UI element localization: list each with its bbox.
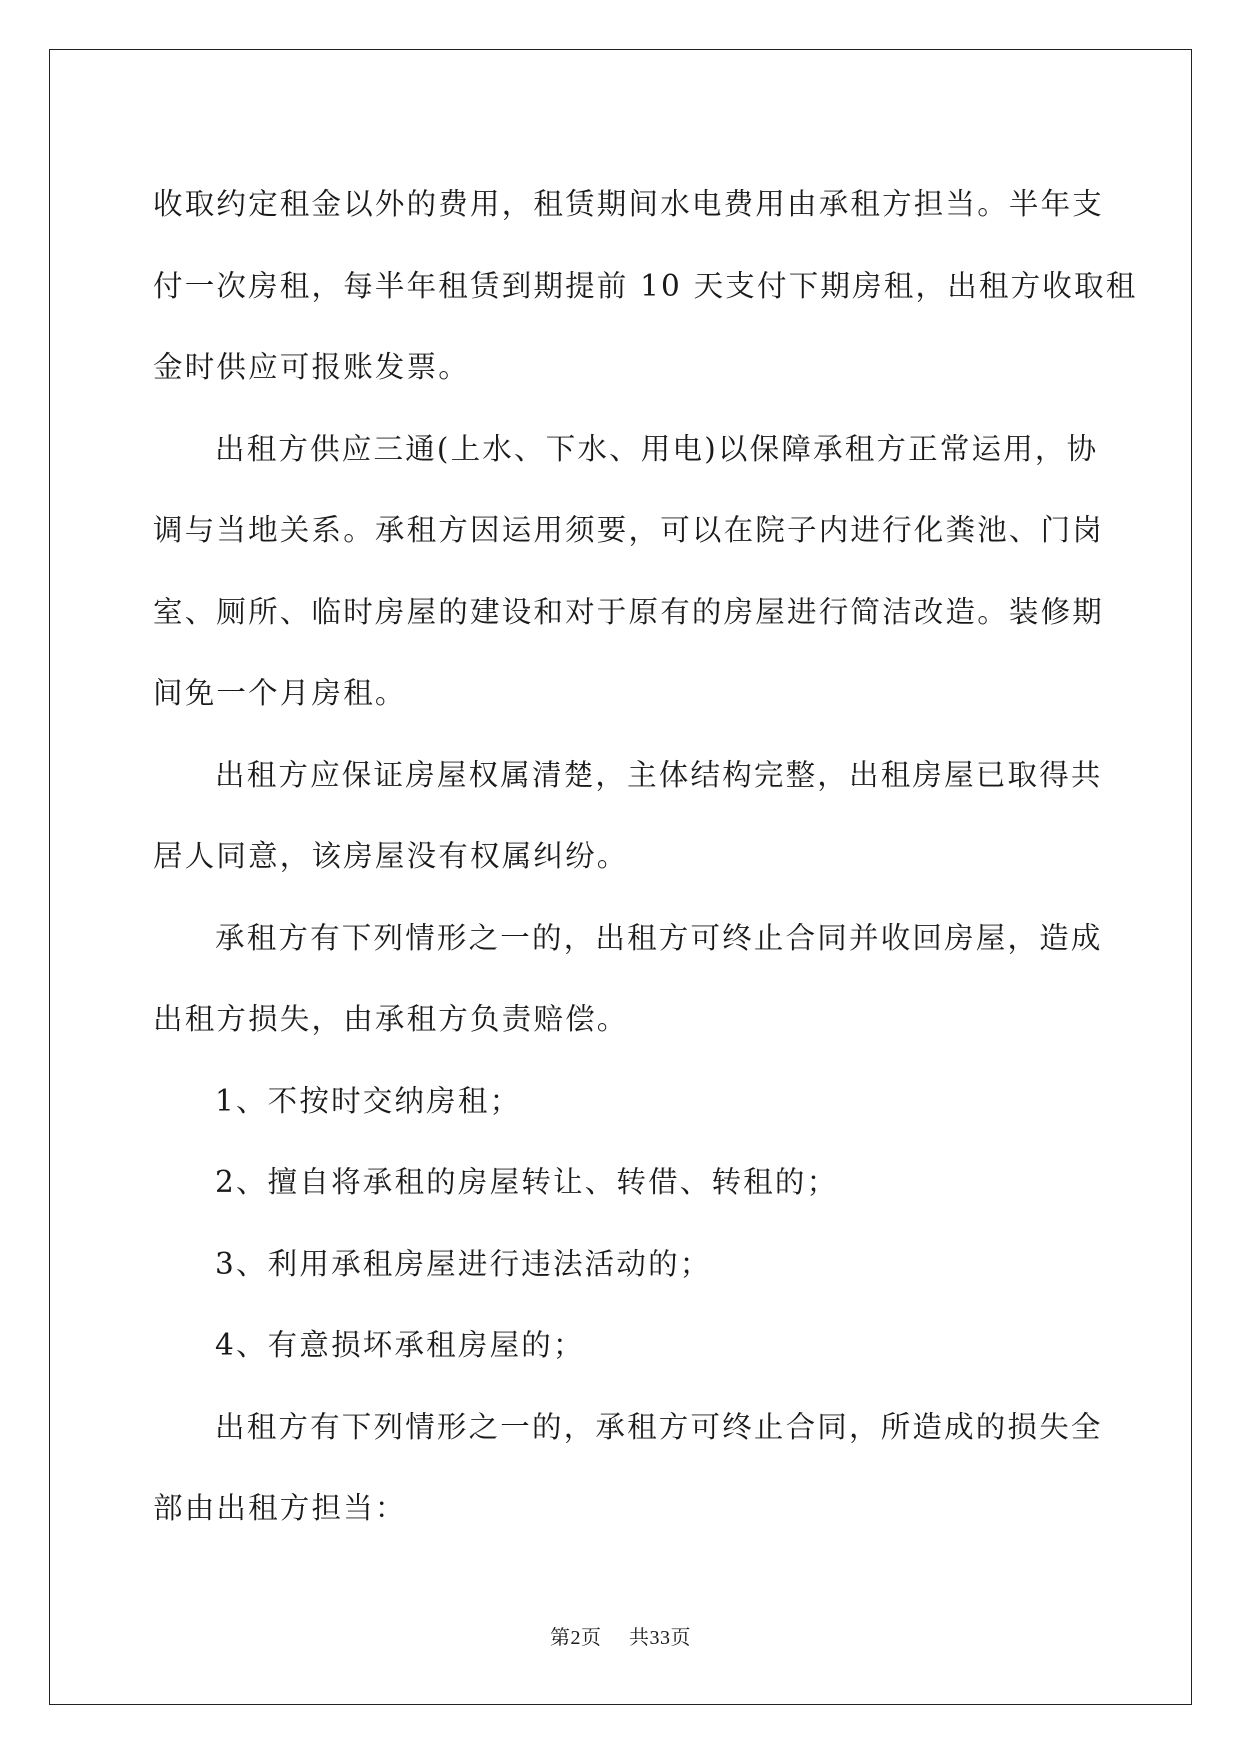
list-item	[153, 1224, 1088, 1306]
text-line: 出租方应保证房屋权属清楚，主体结构完整，出租房屋已取得共	[215, 757, 1103, 792]
text-line: 居人同意，该房屋没有权属纠纷。	[153, 839, 629, 873]
text-line: 收取约定租金以外的费用，租赁期间水电费用由承租方担当。半年支	[153, 187, 1105, 221]
text-line: 出租方有下列情形之一的，承租方可终止合同，所造成的损失全	[215, 1409, 1103, 1444]
text-line: 室、厕所、临时房屋的建设和对于原有的房屋进行简洁改造。装修期	[153, 594, 1105, 629]
text-line: 出租方损失，由承租方负责赔偿。	[153, 1002, 629, 1036]
text-line: 部由出租方担当：	[153, 1491, 407, 1525]
text-line: 间免一个月房租。	[153, 676, 407, 710]
document-body	[153, 164, 1138, 1550]
total-label-prefix: 共	[628, 1625, 650, 1649]
page-footer	[0, 1625, 1241, 1650]
text-line: 4、有意损坏承租房屋的；	[215, 1328, 585, 1362]
text-line: 付一次房租，每半年租赁到期提前 10 天支付下期房租，出租方收取租	[153, 268, 1138, 303]
text-line: 2、擅自将承租的房屋转让、转借、转租的；	[215, 1165, 839, 1199]
text-line: 金时供应可报账发票。	[153, 350, 471, 384]
text-line: 承租方有下列情形之一的，出租方可终止合同并收回房屋，造成	[215, 920, 1103, 955]
page-number: 2	[570, 1627, 582, 1649]
page-label-prefix: 第	[550, 1625, 571, 1649]
paragraph-ownership	[153, 735, 1103, 898]
list-item	[153, 1142, 1088, 1224]
paragraph-tenant-breach	[153, 898, 1103, 1061]
paragraph-utilities	[153, 409, 1105, 735]
total-pages: 33	[649, 1627, 671, 1649]
paragraph-rent-payment	[153, 164, 1138, 409]
text-line: 3、利用承租房屋进行违法活动的；	[215, 1246, 712, 1281]
list-item	[153, 1305, 1088, 1387]
paragraph-landlord-breach	[153, 1387, 1103, 1550]
page-label-suffix: 页	[581, 1625, 602, 1649]
list-item	[153, 1061, 1088, 1143]
text-line: 调与当地关系。承租方因运用须要，可以在院子内进行化粪池、门岗	[153, 513, 1105, 547]
text-line: 出租方供应三通(上水、下水、用电)以保障承租方正常运用，协	[215, 431, 1099, 466]
text-line: 1、不按时交纳房租；	[215, 1083, 522, 1118]
total-label-suffix: 页	[670, 1625, 691, 1649]
